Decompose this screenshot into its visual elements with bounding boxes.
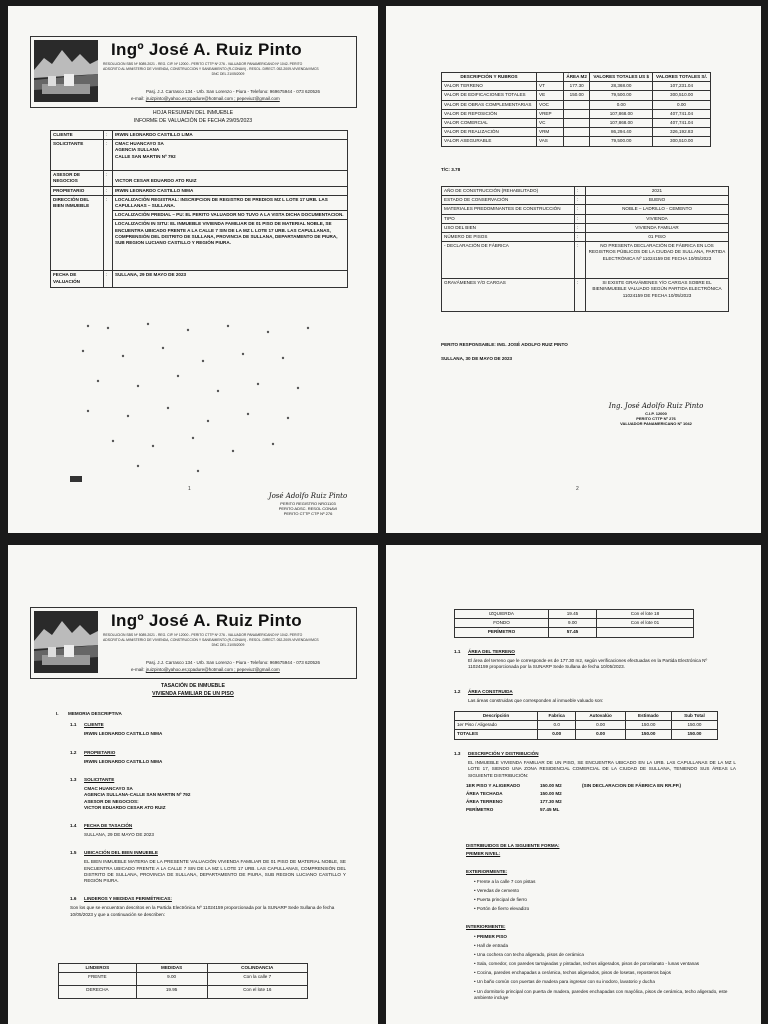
summary-row: FECHA DE VALUACIÓN : SULLANA, 29 DE MAYO DE 2023 [51,271,348,288]
interior-list [474,934,746,1002]
exterior-list [474,879,746,913]
signature: Ing. José Adolfo Ruiz Pinto [608,402,704,410]
built-area-section: 1.2 ÁREA CONSTRUIDA Las áreas construidas que corresponden al inmueble valuado son: [454,689,604,704]
letterhead-email: e-mail: jruizpinto@yahoo.es;cpadure@hotmail.com ; pepeviuz@gmail.com [131,96,280,101]
exchange-rate: T/C: 3.78 [441,167,461,172]
area-row: ÁREA TERRENO 177.30 M2 [466,799,562,805]
list-item: • Veredas de cemento [474,887,520,893]
signature-block: José Adolfo Ruiz Pinto PERITO REGISTRO NRO1103 PERITO ADSC. RESOL CONAVI PERITO CTTP CTP Nº 276 [263,492,353,517]
list-item: • Puerta principal de fierro [474,896,527,902]
boundaries-row: FRENTE 9.00 Con la calle 7 [59,973,308,986]
built-area-table [454,711,718,740]
section-date: 1.4 FECHA DE TASACIÓN SULLANA, 29 DE MAYO DE 2023 [70,822,154,838]
values-row: VALOR COMERCIAL VC 107,868.00 407,741.04 [442,118,711,127]
section-owner: 1.2 PROPIETARIO IRWIN LEONARDO CASTILLO NIMA [70,749,163,764]
letterhead-resolution: RESOLUCION SBS Nº 5089-2021 - REG. CIP. Nº 12000 - PERITO CTTP Nº 276 - VALUADOR PANAMERICANO Nº 1042- PERITO ADSCRITO AL MINISTERIO DE VIVIENDA, CONSTRUCCION Y SANEAMIENTO (R-CONAVI) - RESOL. DIRECT. 052-2009-VIVIENDA/VMCS DNC DEL 21/05/2009 [103,633,319,647]
summary-row: LOCALIZACIÓN PREDIAL – PU: EL PERITO VALUADOR NO TUVO A LA VISTA DICHA DOCUMENTACION. [51,211,348,220]
distribution-areas [464,782,683,815]
page-2 [386,6,761,533]
list-item: • Portón de fierro elevadizo [474,906,530,912]
built-area-row: 1er Piso / Aligerado 0.0 0.00 150.00 150.00 [455,721,718,730]
summary-row: LOCALIZACIÓN IN SITU: EL INMUEBLE VIVIENDA FAMILIAR DE 01 PISO DE MATERIAL NOBLE, SE ENCUENTRA UBICADO FRENTE A LA CALLE 7 SIN DE LA MZ L LOTE 17 URB. LAS CAPULLANAS, COMPRENSIÓN DEL DISTRITO DE SULLANA, PROVINCIA DE SULLANA, DEPARTAMENTO DE PIURA, SUB REGION LUCIANO CASTILLO Y REGIÓN PIURA. [51,220,348,271]
list-item: • PRIMER PISO [474,933,508,939]
values-row: VALOR DE REALIZACIÓN VRM 86,294.40 326,192.83 [442,128,711,137]
summary-row: PROPIETARIO : IRWIN LEONARDO CASTILLO NIMA [51,186,348,195]
summary-subtitle: INFORME DE VALUACIÓN DE FECHA 29/05/2023 [133,118,253,124]
summary-row: SOLICITANTE : CMAC HUANCAYO SA AGENCIA SULLANA CALLE SAN MARTIN Nº 792 [51,140,348,171]
boundaries-row: FONDO 9.00 Con el lote 01 [455,619,694,628]
list-item: • Una cochera con techo aligerado, pisos de cerámica [474,951,584,957]
signing-date: SULLANA, 30 DE MAYO DE 2023 [441,356,513,361]
values-row: VALOR TERRENO VT 177.30 28,368.00 107,231.04 [442,82,711,91]
page-number: 1 [188,486,191,492]
distribution-detail: DISTRIBUIDOS DE LA SIGUIENTE FORMA: PRIMER NIVEL: EXTERIORMENTE: • Frente a la calle 7 con pistas • Veredas de cemento • Puerta principal de fierro • Portón de fierro elevadizo INTERIORMENTE: • PRIMER PISO • Hall de entrada • Una cochera con techo aligerado, pisos de cerámica • Sala, comedor, con paredes tarrajeadas y pintadas, techos aligerados, pisos de porcelanato - lunas ventanas • Cocina, paredes enchapadas a cerámica, techos aligerados, pisos de losetas, reposteros bajos • Un baño común con puertas de madera para ingresar con su inodoro, lavatorio y ducha • Un dormitorio principal con puerta de madera, paredes enchapadas con mayólica, pisos de cerámica, techo aligerado, este ambiente incluye [466,843,746,1001]
section-location: 1.5 UBICACIÓN DEL BIEN INMUEBLE EL BIEN INMUEBLE MATERIA DE LA PRESENTE VALUACIÓN VIVIENDA FAMILIAR DE 01 PISO DE MATERIAL NOBLE, SE ENCUENTRA UBICADO FRENTE A LA CALLE 7 SIN DE LA MZ L LOTE 17 URB. LAS CAPULLANAS, COMPRENSIÓN DEL DISTRITO DE SULLANA, PROVINCIA DE SULLANA, DEPARTAMENTO DE PIURA, SUB REGION LUCIANO CASTILLO Y REGIÓN PIURA. [70,850,346,883]
list-item: • Cocina, paredes enchapadas a cerámica, techos aligerados, pisos de losetas, reposteros bajos [474,970,671,976]
info-row: NÚMERO DE PISOS : 01 PISO [442,232,729,241]
info-row: ESTADO DE CONSERVACIÓN : BUENO [442,196,729,205]
letterhead [30,607,357,679]
boundaries-table [58,963,308,999]
logo-image [34,40,98,102]
list-item: • Hall de entrada [474,942,509,948]
summary-row: ASESOR DE NEGOCIOS : VICTOR CESAR EDUARDO ATO RUIZ [51,171,348,186]
letterhead [30,36,357,108]
info-row: MATERIALES PREDOMINANTES DE CONSTRUCCIÓN : NOBLE – LADRILLO - CEMENTO [442,205,729,214]
info-row: TIPO : VIVIENDA [442,214,729,223]
boundaries-row: DERECHA 19.95 Con el lote 16 [59,986,308,999]
location-map [68,316,328,486]
section-heading: I. MEMORIA DESCRIPTIVA [56,711,122,716]
summary-row: CLIENTE : IRWIN LEONARDO CASTILLO LIMA [51,131,348,140]
area-row: PERÍMETRO 57.45 ML [466,807,560,813]
appraisal-title: TASACIÓN DE INMUEBLE [161,683,225,689]
values-row: VALOR DE OBRAS COMPLEMENTARIAS VOC 0.00 0.00 [442,100,711,109]
appraisal-subtitle: VIVIENDA FAMILIAR DE UN PISO [152,691,234,697]
section-boundaries: 1.6 LINDEROS Y MEDIDAS PERIMÉTRICAS: Son los que se encuentran descritos en la Partida Electrónica Nº 11024159 proporcionada por la SUNARP Sede Sullana de fecha 10/05/2023 y que a continuación se describen: [70,896,335,917]
page-4 [386,545,761,1024]
logo-image [34,611,98,673]
info-row: - DECLARACIÓN DE FÁBRICA : NO PRESENTA DECLARACIÓN DE FÁBRICA EN LOS REGISTROS PÚBLICOS DE LA CIUDAD DE SULLANA, PARTIDA ELECTRÓNICA Nº 11024159 DE FECHA 10/05/2023 [442,242,729,279]
summary-table [50,130,348,288]
page-number: 2 [576,486,579,492]
built-area-header: Descripción Fabrica Autovalúo Estimado Sub Total [455,712,718,721]
values-row: VALOR DE REPOSICIÓN VREP 107,868.00 407,741.04 [442,109,711,118]
area-row: 1ER PISO Y ALIGERADO 150.00 M2 (SIN DECLARACION DE FÁBRICA EN RR.PP.) [466,782,682,788]
values-header-row: DESCRIPCIÓN Y RUBROS ÁREA M2 VALORES TOTALES US $ VALORES TOTALES S/. [442,73,711,82]
section-applicant: 1.3 SOLICITANTE CMAC HUANCAYO SA AGENCIA SULLANA-CALLE SAN MARTIN Nº 792 ASESOR DE NEGOCIOS: VICTOR EDUARDO CESAR ATO RUIZ [70,776,191,810]
summary-title: HOJA RESUMEN DEL INMUEBLE [152,110,234,116]
page-1 [8,6,378,533]
values-row: VALOR ASEGURABLE VAS 79,500.00 300,510.00 [442,137,711,146]
section-client: 1.1 CLIENTE IRWIN LEONARDO CASTILLO NIMA [70,722,163,737]
boundaries-header: LINDEROS MEDIDAS COLINDANCIA [59,964,308,973]
info-row: GRAVÁMENES Y/O CARGAS : SI EXISTE GRAVÁMENES Y/O CARGAS SOBRE EL BIENINMUEBLE VALUADO SEGÚN PARTIDA ELECTRÓNICA 11024159 DE FECHA 10/05/2023 [442,279,729,312]
letterhead-address: Pasj. J.J. Carrasco 134 - Urb. San Lorenzo - Piura - Telefono: 969675944 - 073 620526 [146,660,321,665]
letterhead-title: Ingº José A. Ruiz Pinto [111,611,302,630]
responsible-appraiser: PERITO RESPONSABLE: ING. JOSÉ ADOLFO RUIZ PINTO [441,342,568,347]
letterhead-resolution: RESOLUCION SBS Nº 5089-2021 - REG. CIP. Nº 12000 - PERITO CTTP Nº 276 - VALUADOR PANAMERICANO Nº 1042- PERITO ADSCRITO AL MINISTERIO DE VIVIENDA, CONSTRUCCION Y SANEAMIENTO (R-CONAVI) - RESOL. DIRECT. 052-2009-VIVIENDA/VMCS DNC DEL 21/05/2009 [103,62,319,76]
list-item: • Un dormitorio principal con puerta de madera, paredes enchapadas con mayólica, pisos de cerámica, techo aligerado, este ambiente incluye [474,988,728,1000]
descriptive-memory [56,711,346,918]
letterhead-title: Ingº José A. Ruiz Pinto [111,40,302,59]
summary-row: DIRECCIÓN DEL BIEN INMUEBLE : LOCALIZACIÓN REGISTRAL: INSCRIPCION DE REGISTRO DE PREDIOS MZ L LOTE 17 URB. LAS CAPULLANAS – SULLANA. [51,195,348,210]
signature: José Adolfo Ruiz Pinto [268,492,348,500]
list-item: • Frente a la calle 7 con pistas [474,878,536,884]
built-area-row: TOTALES 0.00 0.00 150.00 150.00 [455,730,718,739]
page-3 [8,545,378,1024]
area-row: ÁREA TECHADA 150.00 M2 [466,790,562,796]
values-table [441,72,711,147]
info-row: USO DEL BIEN : VIVIENDA FAMILIAR [442,223,729,232]
boundaries-table-continued [454,609,694,638]
letterhead-email: e-mail: jruizpinto@yahoo.es;cpadure@hotmail.com ; pepeviuz@gmail.com [131,667,280,672]
info-row: AÑO DE CONSTRUCCIÓN (REHABILITADO) : 2021 [442,187,729,196]
distribution-section: 1.3 DESCRIPCIÓN Y DISTRIBUCIÓN EL INMUEBLE VIVIENDA FAMILIAR DE UN PISO, SE ENCUENTRA UBICADO EN LA URB. LAS CAPULLANAS DE LA MZ L LOTE 17, SIENDO UNA ZONA RESIDENCIAL COMERCIAL DE LA CIUDAD DE SULLANA, TENIENDO SUS ÁREAS LA SIGUIENTE DISTRIBUCIÓN: 1ER PISO Y ALIGERADO 150.00 M2 (SIN DECLARACION DE FÁBRICA EN RR.PP.) ÁREA TECHADA 150.00 M2 ÁREA TERRENO 177.30 M2 PERÍMETRO 57.45 ML [454,751,736,815]
land-area-section: 1.1 ÁREA DEL TERRENO El área del terreno que le corresponde es de 177.30 m2, según verificaciones efectuadas en la Partida Electrónica Nº 11024159 proporcionada por la SUNARP Sede Sullana de fecha 10/05/2023. [454,649,708,670]
boundaries-row: PERÍMETRO 57.45 [455,628,694,637]
boundaries-row: IZQUIERDA 19.45 Con el lote 18 [455,610,694,619]
signature-block: Ing. José Adolfo Ruiz Pinto C.I.P. 12000 PERITO CTTP Nº 276 VALUADOR PANAMERICANO Nº 1042 [601,402,711,427]
values-row: VALOR DE EDIFICACIONES TOTALES VE 150.00 79,500.00 300,510.00 [442,91,711,100]
list-item: • Un baño común con puertas de madera para ingresar con su inodoro, lavatorio y ducha [474,979,655,985]
list-item: • Sala, comedor, con paredes tarrajeadas y pintadas, techos aligerados, pisos de porcelanato - lunas ventanas [474,961,700,967]
property-info-table [441,186,729,312]
letterhead-address: Pasj. J.J. Carrasco 134 - Urb. San Lorenzo - Piura - Telefono: 969675944 - 073 620526 [146,89,321,94]
